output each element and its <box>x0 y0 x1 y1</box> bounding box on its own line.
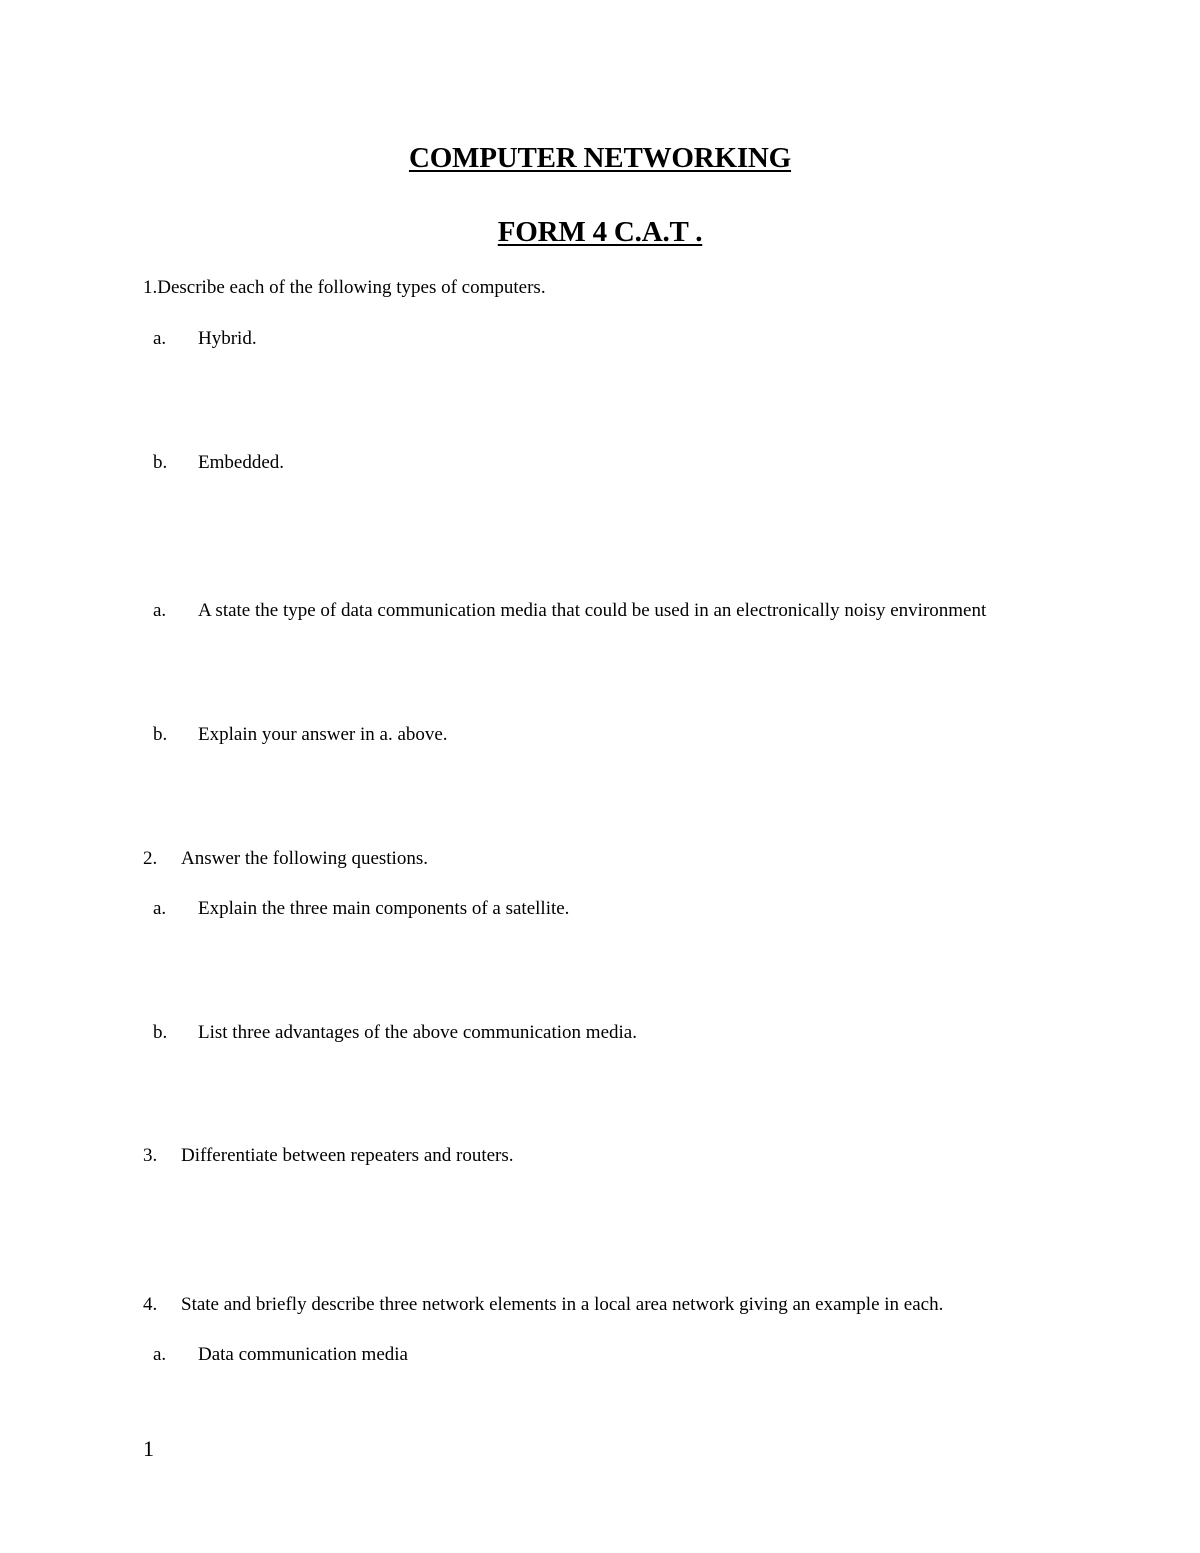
question-4a-text: Data communication media <box>198 1344 408 1365</box>
question-1b-label: b. <box>153 452 168 473</box>
question-1c-label: a. <box>153 600 167 621</box>
question-3-number: 3. <box>143 1145 158 1166</box>
question-3-prompt: Differentiate between repeaters and routers. <box>181 1145 514 1166</box>
page-number: 1 <box>143 1436 154 1461</box>
question-2b-label: b. <box>153 1022 168 1043</box>
question-2-number: 2. <box>143 848 158 869</box>
question-1-prompt: 1.Describe each of the following types of computers. <box>143 277 546 298</box>
question-1a-text: Hybrid. <box>198 328 257 349</box>
question-2a-text: Explain the three main components of a satellite. <box>198 898 570 919</box>
question-2-prompt: Answer the following questions. <box>181 848 428 869</box>
question-4-prompt: State and briefly describe three network elements in a local area network giving an example in each. <box>181 1294 944 1315</box>
question-4a-label: a. <box>153 1344 167 1365</box>
document-subtitle: FORM 4 C.A.T . <box>497 216 703 248</box>
question-4-number: 4. <box>143 1294 158 1315</box>
question-1d-text: Explain your answer in a. above. <box>198 724 448 745</box>
question-2b-text: List three advantages of the above communication media. <box>198 1022 637 1043</box>
document-title: COMPUTER NETWORKING <box>408 142 792 174</box>
question-1b-text: Embedded. <box>198 452 285 473</box>
question-1a-label: a. <box>153 328 167 349</box>
question-1c-text: A state the type of data communication media that could be used in an electronically noisy environment <box>198 600 987 621</box>
question-2a-label: a. <box>153 898 167 919</box>
question-1d-label: b. <box>153 724 168 745</box>
